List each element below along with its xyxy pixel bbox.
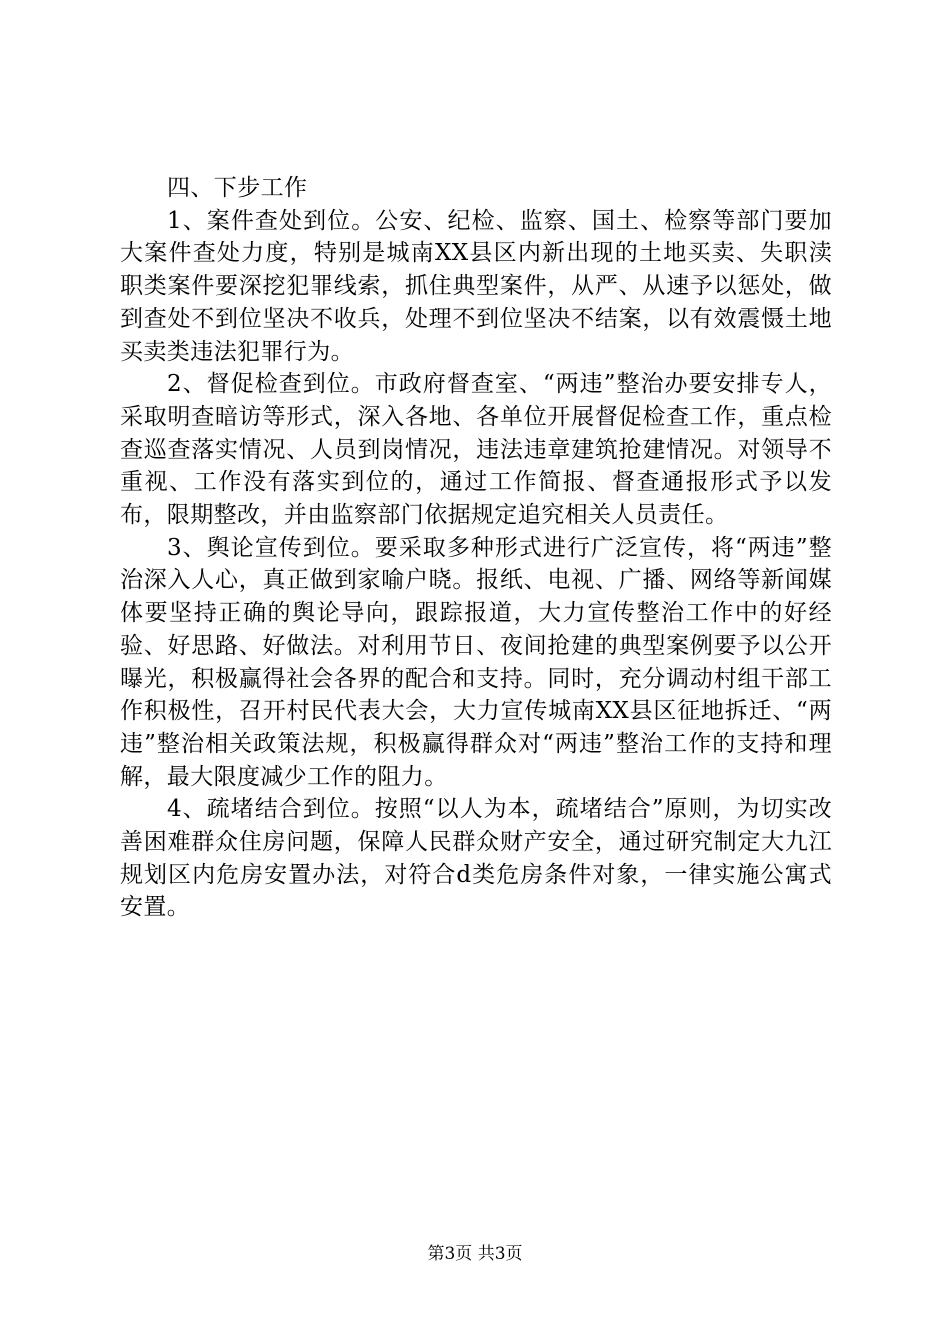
section-heading: 四、下步工作	[167, 175, 308, 201]
document-body	[120, 172, 832, 924]
paragraph-supervision-inspection: 2、督促检查到位。市政府督查室、“两违”整治办要安排专人，采取明查暗访等形式，深入各地、各单位开展督促检查工作，重点检查巡查落实情况、人员到岗情况，违法违章建筑抢建情况。对领导不重视、工作没有落实到位的，通过工作简报、督查通报形式予以发布，限期整改，并由监察部门依据规定追究相关人员责任。	[120, 371, 832, 529]
paragraph-case-investigation: 1、案件查处到位。公安、纪检、监察、国土、检察等部门要加大案件查处力度，特别是城南XX县区内新出现的土地买卖、失职渎职类案件要深挖犯罪线索，抓住典型案件，从严、从速予以惩处，做到查处不到位坚决不收兵，处理不到位坚决不结案，以有效震慑土地买卖类违法犯罪行为。	[120, 207, 832, 365]
paragraph-public-publicity: 3、舆论宣传到位。要采取多种形式进行广泛宣传，将“两违”整治深入人心，真正做到家喻户晓。报纸、电视、广播、网络等新闻媒体要坚持正确的舆论导向，跟踪报道，大力宣传整治工作中的好经验、好思路、好做法。对利用节日、夜间抢建的典型案例要予以公开曝光，积极赢得社会各界的配合和支持。同时，充分调动村组干部工作积极性，召开村民代表大会，大力宣传城南XX县区征地拆迁、“两违”整治相关政策法规，积极赢得群众对“两违”整治工作的支持和理解，最大限度减少工作的阻力。	[120, 534, 832, 790]
paragraph-dredge-block: 4、疏堵结合到位。按照“以人为本，疏堵结合”原则，为切实改善困难群众住房问题，保障人民群众财产安全，通过研究制定大九江规划区内危房安置办法，对符合d类危房条件对象，一律实施公寓式安置。	[120, 796, 832, 921]
page-footer: 第3页 共3页	[427, 1244, 523, 1264]
